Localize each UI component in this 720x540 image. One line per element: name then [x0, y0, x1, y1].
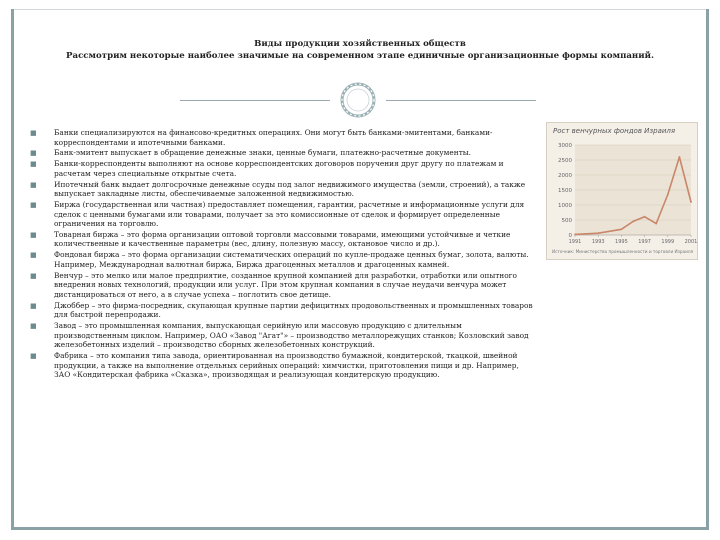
- data-point: [655, 223, 657, 225]
- bullet-icon: ■: [30, 271, 37, 280]
- list-item: [30, 301, 536, 320]
- frame-right-border: [706, 9, 709, 530]
- y-tick-label: 2000: [558, 173, 572, 179]
- bullet-icon: ■: [30, 180, 37, 189]
- x-tick-label: 1999: [661, 239, 675, 245]
- divider-left: [180, 100, 330, 101]
- divider-right: [386, 100, 536, 101]
- chart-title: Рост венчурных фондов Израиля: [553, 127, 676, 135]
- list-item-text: Ипотечный банк выдает долгосрочные денежные ссуды под залог недвижимого имущества (земли, строений), а также выпускает закладные листы, обеспечиваемые заложенной недвижимостью.: [54, 179, 526, 199]
- data-point: [667, 194, 669, 196]
- list-item: [30, 230, 536, 249]
- x-tick-label: 2001: [684, 239, 697, 245]
- list-item-text: Биржа (государственная или частная) предоставляет помещения, гарантии, расчетные и информационные услуги для сделок с ценными бумагами или товарами, получает за это комиссионные от сделок и формирует определенные ограничения на торговлю.: [54, 199, 525, 229]
- title-line-1: Виды продукции хозяйственных обществ: [254, 39, 466, 49]
- title-line-2: Рассмотрим некоторые наиболее значимые на современном этапе единичные организационные формы компаний.: [66, 51, 654, 61]
- frame-bottom-border: [11, 527, 709, 530]
- x-tick-label: 1993: [591, 239, 605, 245]
- bullet-icon: ■: [30, 230, 37, 239]
- list-item-text: Банки специализируются на финансово-кредитных операциях. Они могут быть банками-эмитентами, банками-корреспондентами и ипотечными банками.: [54, 128, 493, 147]
- chart-source: Источник: Министерство промышленности и торговли Израиля: [552, 249, 694, 254]
- bullet-icon: ■: [30, 301, 37, 310]
- bullet-icon: ■: [30, 200, 37, 209]
- list-item: [30, 250, 536, 269]
- y-tick-label: 1500: [558, 188, 572, 194]
- organization-forms-list: [30, 128, 536, 381]
- y-tick-label: 500: [561, 218, 572, 224]
- data-point: [679, 156, 681, 158]
- data-point: [632, 221, 634, 223]
- venture-funds-chart: [546, 122, 698, 260]
- x-tick-label: 1995: [615, 239, 628, 245]
- list-item-text: Банки-корреспонденты выполняют на основе корреспондентских договоров поручения друг другу по платежам и расчетам через специальные открытые счета.: [54, 159, 504, 178]
- data-point: [644, 216, 646, 218]
- chart-canvas: [547, 123, 697, 259]
- list-item-text: Фондовая биржа – это форма организации систематических операций по купле-продаже ценных бумаг, золота, валюты. Например, Международная валютная биржа, Биржа драгоценных металлов и драгоценных камней.: [54, 250, 529, 269]
- list-item: [30, 159, 536, 178]
- list-item: [30, 271, 536, 300]
- y-tick-label: 3000: [558, 143, 572, 149]
- bullet-icon: ■: [30, 129, 37, 137]
- bullet-icon: ■: [30, 321, 37, 330]
- data-point: [690, 201, 692, 203]
- data-point: [574, 234, 576, 236]
- list-item: [30, 200, 536, 229]
- list-item-text: Товарная биржа – это форма организации оптовой торговли массовыми товарами, имеющими устойчивые и четкие количественные и качественные параметры (вес, длину, полезную массу, октановое число и др.).: [54, 229, 511, 249]
- list-item: [30, 321, 536, 350]
- bullet-icon: ■: [30, 351, 37, 360]
- x-tick-label: 1997: [638, 239, 651, 245]
- list-item-text: Банк-эмитент выпускает в обращение денежные знаки, ценные бумаги, платежно-расчетные документы.: [54, 148, 472, 158]
- x-tick-label: 1991: [568, 239, 582, 245]
- list-item: [30, 180, 536, 199]
- y-tick-label: 0: [568, 233, 572, 239]
- bullet-icon: ■: [30, 251, 37, 260]
- bullet-icon: ■: [30, 160, 37, 169]
- list-item-text: Венчур – это мелко или малое предприятие, созданное крупной компанией для разработки, отработки или опытного внедрения новых технологий, продукции или услуг. При этом крупная компания в случае неудачи венчура может дистанцироваться от него, а в случае успеха – поглотить свое детище.: [54, 270, 518, 299]
- bullet-icon: ■: [30, 149, 37, 158]
- list-item-text: Джоббер – это фирма-посредник, скупающая крупные партии дефицитных продовольственных и промышленных товаров для быстрой перепродажи.: [54, 300, 533, 320]
- frame-left-border: [11, 9, 14, 530]
- list-item: [30, 351, 536, 380]
- ornament-wreath-icon: [335, 80, 381, 120]
- frame-top-border: [11, 9, 709, 10]
- list-item-text: Фабрика – это компания типа завода, ориентированная на производство бумажной, кондитерской, ткацкой, швейной продукции, а также на выполнение отдельных серийных операций: химчистки, приготовления пищи и др. Например, ЗАО «Кондитерская фабрика «Сказка», производящая и реализующая кондитерскую продукцию.: [54, 350, 519, 380]
- slide-title: [18, 38, 702, 62]
- data-point: [597, 232, 599, 234]
- y-tick-label: 2500: [558, 158, 572, 164]
- list-item: [30, 128, 536, 147]
- y-tick-label: 1000: [558, 203, 572, 209]
- list-item-text: Завод – это промышленная компания, выпускающая серийную или массовую продукцию с длительным производственным циклом. Например, ОАО «Завод "Агат"» – производство металлорежущих станков; Козловский завод железобетонных изделий – производство сборных железобетонных конструкций.: [54, 320, 529, 350]
- list-item: [30, 148, 536, 158]
- data-point: [621, 228, 623, 230]
